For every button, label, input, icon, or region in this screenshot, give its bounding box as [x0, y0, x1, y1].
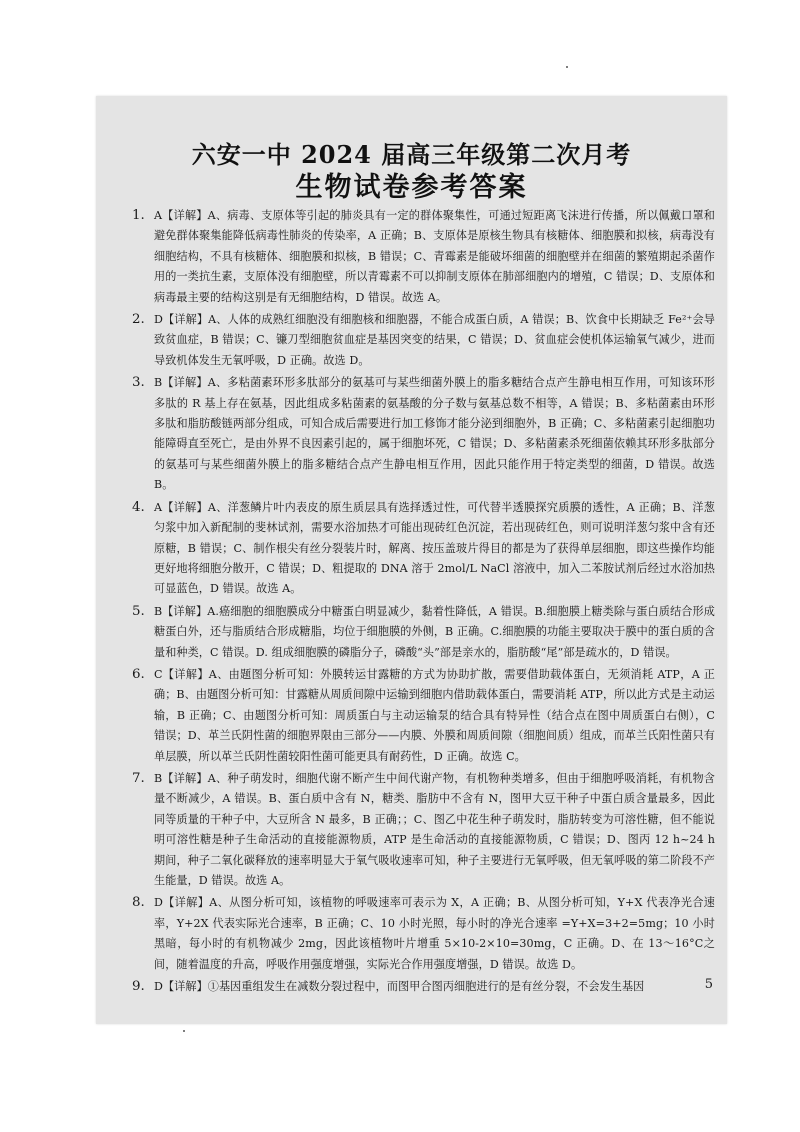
answer-number: 6.	[132, 666, 145, 682]
answer-text: A【详解】A、洋葱鳞片叶内表皮的原生质层具有选择透过性，可代替半透膜探究质膜的透性，A 正确；B、洋葱匀浆中加入新配制的斐林试剂，需要水浴加热才可能出现砖红色沉淀，若出现砖红色，则可说明洋葱匀浆中含有还原糖，B 错误；C、制作根尖有丝分裂装片时，解离、按压盖玻片得目的都是为了获得单层细胞，即这些操作均能更好地将细胞分散开，C 错误；D、粗提取的 DNA 溶于 2mol/L NaCl 溶液中，加入二苯胺试剂后经过水浴加热可显蓝色，D 错误。故选 A。	[154, 500, 715, 596]
answer-number: 9.	[132, 979, 145, 995]
answer-text: C【详解】A、由题图分析可知：外膜转运甘露糖的方式为协助扩散，需要借助载体蛋白，无须消耗 ATP，A 正确；B、由题图分析可知：甘露糖从周质间隙中运输到细胞内借助载体蛋白，需要消耗 ATP，所以此方式是主动运输，B 正确；C、由题图分析可知：周质蛋白与主动运输泵的结合具有特异性（结合点在图中周质蛋白右侧），C 错误；D、革兰氏阴性菌的细胞界限由三部分——内膜、外膜和周质间隙（细胞间质）组成，而革兰氏阳性菌只有单层膜，所以革兰氏阴性菌较阳性菌可能更具有耐药性，D 正确。故选 C。	[154, 667, 715, 763]
answer-sheet-page	[96, 96, 727, 1024]
answer-item	[132, 310, 715, 371]
answer-text: D【详解】A、从图分析可知，该植物的呼吸速率可表示为 X，A 正确；B、从图分析可知，Y+X 代表净光合速率，Y+2X 代表实际光合速率，B 正确；C、10 小时光照，每小时的净光合速率 =Y+X=3+2=5mg；10 小时黑暗，每小时的有机物减少 2mg，因此该植物叶片增重 5×10-2×10=30mg，C 正确。D、在 13～16°C之间，随着温度的升高，呼吸作用强度增强，实际光合作用强度增强，D 错误。故选 D。	[154, 896, 715, 971]
answer-number: 8.	[132, 895, 145, 911]
answer-number: 7.	[132, 770, 145, 786]
answer-item	[132, 602, 715, 663]
answer-item	[132, 977, 715, 997]
answer-text: B【详解】A、种子萌发时，细胞代谢不断产生中间代谢产物，有机物种类增多，但由于细胞呼吸消耗，有机物含量不断减少，A 错误。B、蛋白质中含有 N，糖类、脂肪中不含有 N，图甲大豆干种子中蛋白质含量最多，因此同等质量的干种子中，大豆所含 N 最多，B 正确；；C、图乙中花生种子萌发时，脂肪转变为可溶性糖，但不能说明可溶性糖是种子生命活动的直接能源物质，ATP 是生命活动的直接能源物质，C 错误；D、图丙 12 h~24 h 期间，种子二氧化碳释放的速率明显大于氧气吸收速率可知，种子主要进行无氧呼吸，但无氧呼吸的第二阶段不产生能量，D 错误。故选 A。	[154, 771, 715, 887]
answer-number: 3.	[132, 375, 145, 391]
answer-number: 2.	[132, 312, 145, 328]
answer-item	[132, 769, 715, 891]
answer-list	[132, 206, 715, 999]
answer-item	[132, 498, 715, 600]
answer-text: D【详解】①基因重组发生在减数分裂过程中，而图甲合图丙细胞进行的是有丝分裂，不会发生基因	[154, 980, 645, 994]
exam-title: 六安一中 2024 届高三年级第二次月考	[191, 140, 632, 169]
answer-text: D【详解】A、人体的成熟红细胞没有细胞核和细胞器，不能合成蛋白质，A 错误；B、饮食中长期缺乏 Fe²⁺会导致贫血症，B 错误；C、镰刀型细胞贫血症是基因突变的结果，C 错误；D、贫血症会使机体运输氧气减少，进而导致机体发生无氧呼吸，D 正确。故选 D。	[154, 313, 715, 367]
document-title: 生物试卷参考答案	[295, 172, 528, 203]
answer-text: A【详解】A、病毒、支原体等引起的肺炎具有一定的群体聚集性，可通过短距离飞沫进行传播，所以佩戴口罩和避免群体聚集能降低病毒性肺炎的传染率，A 正确；B、支原体是原核生物具有核糖体、细胞膜和拟核，病毒没有细胞结构，不具有核糖体、细胞膜和拟核，B 错误；C、青霉素是能破坏细菌的细胞壁并在细菌的繁殖期起杀菌作用的一类抗生素，支原体没有细胞壁，所以青霉素不可以抑制支原体在肺部细胞内的增殖，C 错误；D、支原体和病毒最主要的结构这别是有无细胞结构，D 错误。故选 A。	[154, 209, 715, 304]
answer-text: B【详解】A、多粘菌素环形多肽部分的氨基可与某些细菌外膜上的脂多糖结合点产生静电相互作用，可知该环形多肽的 R 基上存在氨基，因此组成多粘菌素的氨基酸的分子数与氨基总数不相等，A 错误；B、多粘菌素由环形多肽和脂肪酸链两部分组成，可知合成后需要进行加工修饰才能分泌到细胞外，B 正确；C、多粘菌素引起细胞功能障碍直至死亡，是由外界不良因素引起的，属于细胞坏死，C 错误；D、多粘菌素杀死细菌依赖其环形多肽部分的氨基可与某些细菌外膜上的脂多糖结合点产生静电相互作用，因此只能作用于特定类型的细菌，D 错误。故选 B。	[154, 376, 715, 492]
answer-item	[132, 893, 715, 975]
page-number: 5	[704, 977, 713, 992]
answer-number: 1.	[132, 208, 145, 223]
answer-item	[132, 665, 715, 767]
answer-item	[132, 373, 715, 495]
answer-text: B【详解】A.癌细胞的细胞膜成分中糖蛋白明显减少，黏着性降低，A 错误。B.细胞膜上糖类除与蛋白质结合形成糖蛋白外，还与脂质结合形成糖脂，均位于细胞膜的外侧，B 正确。C.细胞膜的功能主要取决于膜中的蛋白质的含量和种类，C 错误。D. 组成细胞膜的磷脂分子，磷酸“头”部是亲水的，脂肪酸“尾”部是疏水的，D 错误。	[154, 604, 716, 659]
speck-top	[566, 66, 568, 68]
answer-number: 4.	[132, 499, 145, 515]
answer-number: 5.	[132, 603, 145, 619]
answer-item	[132, 206, 715, 308]
speck-bottom	[183, 1030, 185, 1032]
